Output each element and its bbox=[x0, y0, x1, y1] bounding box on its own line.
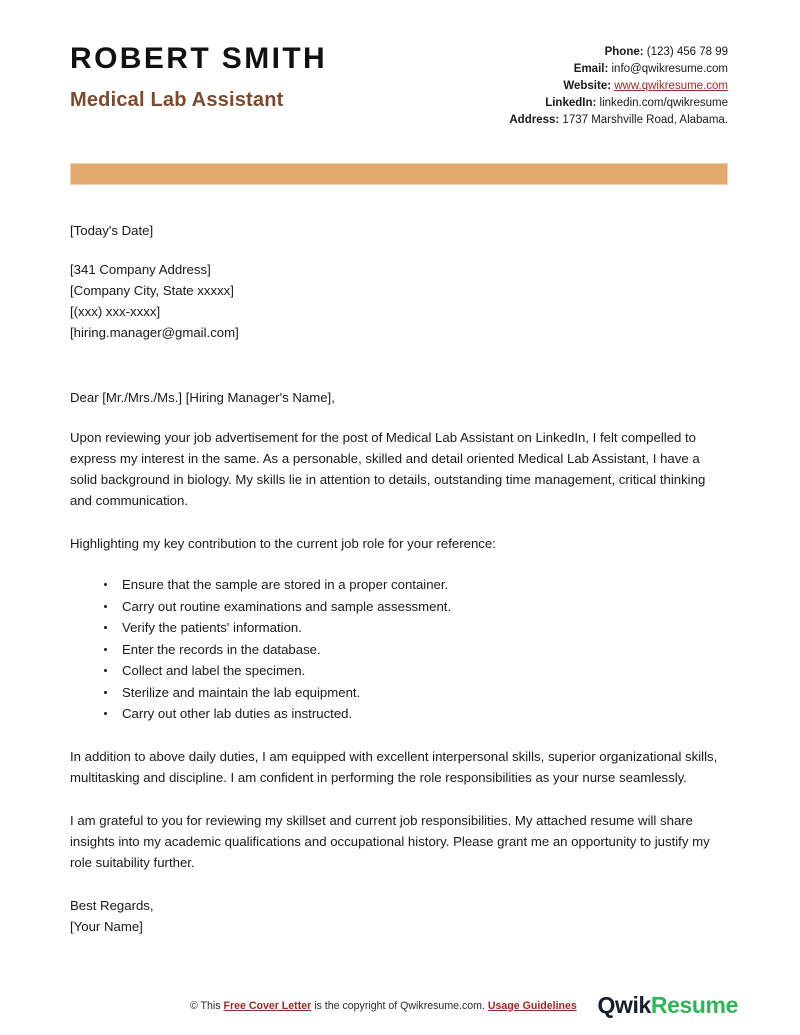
job-title: Medical Lab Assistant bbox=[70, 89, 284, 111]
contact-row-email bbox=[509, 61, 728, 78]
bullet-dot-icon bbox=[104, 605, 107, 608]
contact-value-phone: (123) 456 78 99 bbox=[646, 46, 728, 58]
contact-row-website bbox=[509, 78, 728, 95]
bullet-dot-icon bbox=[104, 669, 107, 672]
contact-link-website[interactable]: www.qwikresume.com bbox=[614, 80, 728, 92]
bullet-dot-icon bbox=[104, 583, 107, 586]
logo-text-qwik: Qwik bbox=[597, 992, 651, 1018]
salutation: Dear [Mr./Mrs./Ms.] [Hiring Manager's Name], bbox=[70, 390, 335, 405]
letter-body bbox=[70, 220, 730, 937]
contact-block bbox=[509, 38, 728, 129]
contact-label-linkedin: LinkedIn: bbox=[545, 97, 597, 109]
bullet-dot-icon bbox=[104, 648, 107, 651]
paragraph-highlight-lead: Highlighting my key contribution to the current job role for your reference: bbox=[70, 536, 496, 551]
date-line: [Today's Date] bbox=[70, 223, 154, 238]
paragraph-intro: Upon reviewing your job advertisement for the post of Medical Lab Assistant on LinkedIn, I felt compelled to express my interest in the same. As a personable, skilled and detail oriented Medical Lab Assistant, I have a solid background in biology. My skills lie in attention to details, outstanding time management, critical thinking and communication. bbox=[70, 430, 706, 508]
copyright-notice bbox=[190, 1000, 577, 1012]
bullet-dot-icon bbox=[104, 712, 107, 715]
identity-block bbox=[70, 38, 327, 111]
page-title: ROBERT SMITH bbox=[70, 42, 328, 75]
recipient-line: [341 Company Address] bbox=[70, 262, 211, 277]
contact-row-address bbox=[509, 112, 728, 129]
copyright-middle: is the copyright of Qwikresume.com. bbox=[311, 999, 488, 1012]
paragraph-additional: In addition to above daily duties, I am equipped with excellent interpersonal skills, superior organizational skills, multitasking and discipline. I am confident in performing the role responsibilities as your nurse seamlessly. bbox=[70, 749, 718, 785]
closing-line: Best Regards, bbox=[70, 898, 154, 913]
signature-line: [Your Name] bbox=[70, 919, 143, 934]
list-item-label: Collect and label the specimen. bbox=[122, 663, 306, 678]
list-item bbox=[70, 639, 730, 660]
contact-row-phone bbox=[509, 44, 728, 61]
recipient-line: [hiring.manager@gmail.com] bbox=[70, 325, 239, 340]
contact-label-phone: Phone: bbox=[604, 46, 644, 58]
contribution-list bbox=[70, 574, 730, 724]
free-cover-letter-link[interactable]: Free Cover Letter bbox=[223, 999, 312, 1012]
logo-text-resume: Resume bbox=[650, 992, 738, 1018]
document-footer bbox=[0, 994, 800, 1017]
recipient-block bbox=[70, 259, 730, 343]
copyright-prefix: © This bbox=[190, 999, 224, 1012]
recipient-line: [(xxx) xxx-xxxx] bbox=[70, 304, 161, 319]
contact-row-linkedin bbox=[509, 95, 728, 112]
contact-value-email: info@qwikresume.com bbox=[611, 63, 728, 75]
accent-divider-bar bbox=[70, 163, 728, 185]
paragraph-gratitude: I am grateful to you for reviewing my skillset and current job responsibilities. My attached resume will share insights into my academic qualifications and occupational history. Please grant me an opportunity to justify my role suitability further. bbox=[70, 813, 710, 870]
list-item bbox=[70, 617, 730, 638]
list-item-label: Sterilize and maintain the lab equipment. bbox=[122, 684, 361, 700]
list-item bbox=[70, 703, 730, 724]
contact-value-linkedin: linkedin.com/qwikresume bbox=[599, 97, 728, 109]
list-item-label: Enter the records in the database. bbox=[122, 641, 321, 657]
bullet-dot-icon bbox=[104, 691, 107, 694]
list-item-label: Carry out other lab duties as instructed. bbox=[122, 706, 353, 721]
list-item-label: Verify the patients' information. bbox=[122, 620, 302, 635]
list-item bbox=[70, 596, 730, 617]
contact-value-address: 1737 Marshville Road, Alabama. bbox=[562, 114, 728, 126]
bullet-dot-icon bbox=[104, 626, 107, 629]
contact-label-email: Email: bbox=[573, 63, 609, 75]
usage-guidelines-link[interactable]: Usage Guidelines bbox=[487, 999, 577, 1012]
list-item-label: Ensure that the sample are stored in a proper container. bbox=[122, 577, 449, 592]
list-item bbox=[70, 574, 730, 595]
contact-label-website: Website: bbox=[563, 80, 612, 92]
contact-label-address: Address: bbox=[509, 114, 560, 126]
list-item bbox=[70, 682, 730, 703]
document-header bbox=[0, 0, 800, 129]
qwikresume-logo bbox=[598, 994, 738, 1017]
list-item-label: Carry out routine examinations and sample assessment. bbox=[122, 598, 452, 614]
list-item bbox=[70, 660, 730, 681]
signoff-block bbox=[70, 895, 730, 937]
recipient-line: [Company City, State xxxxx] bbox=[70, 283, 234, 298]
